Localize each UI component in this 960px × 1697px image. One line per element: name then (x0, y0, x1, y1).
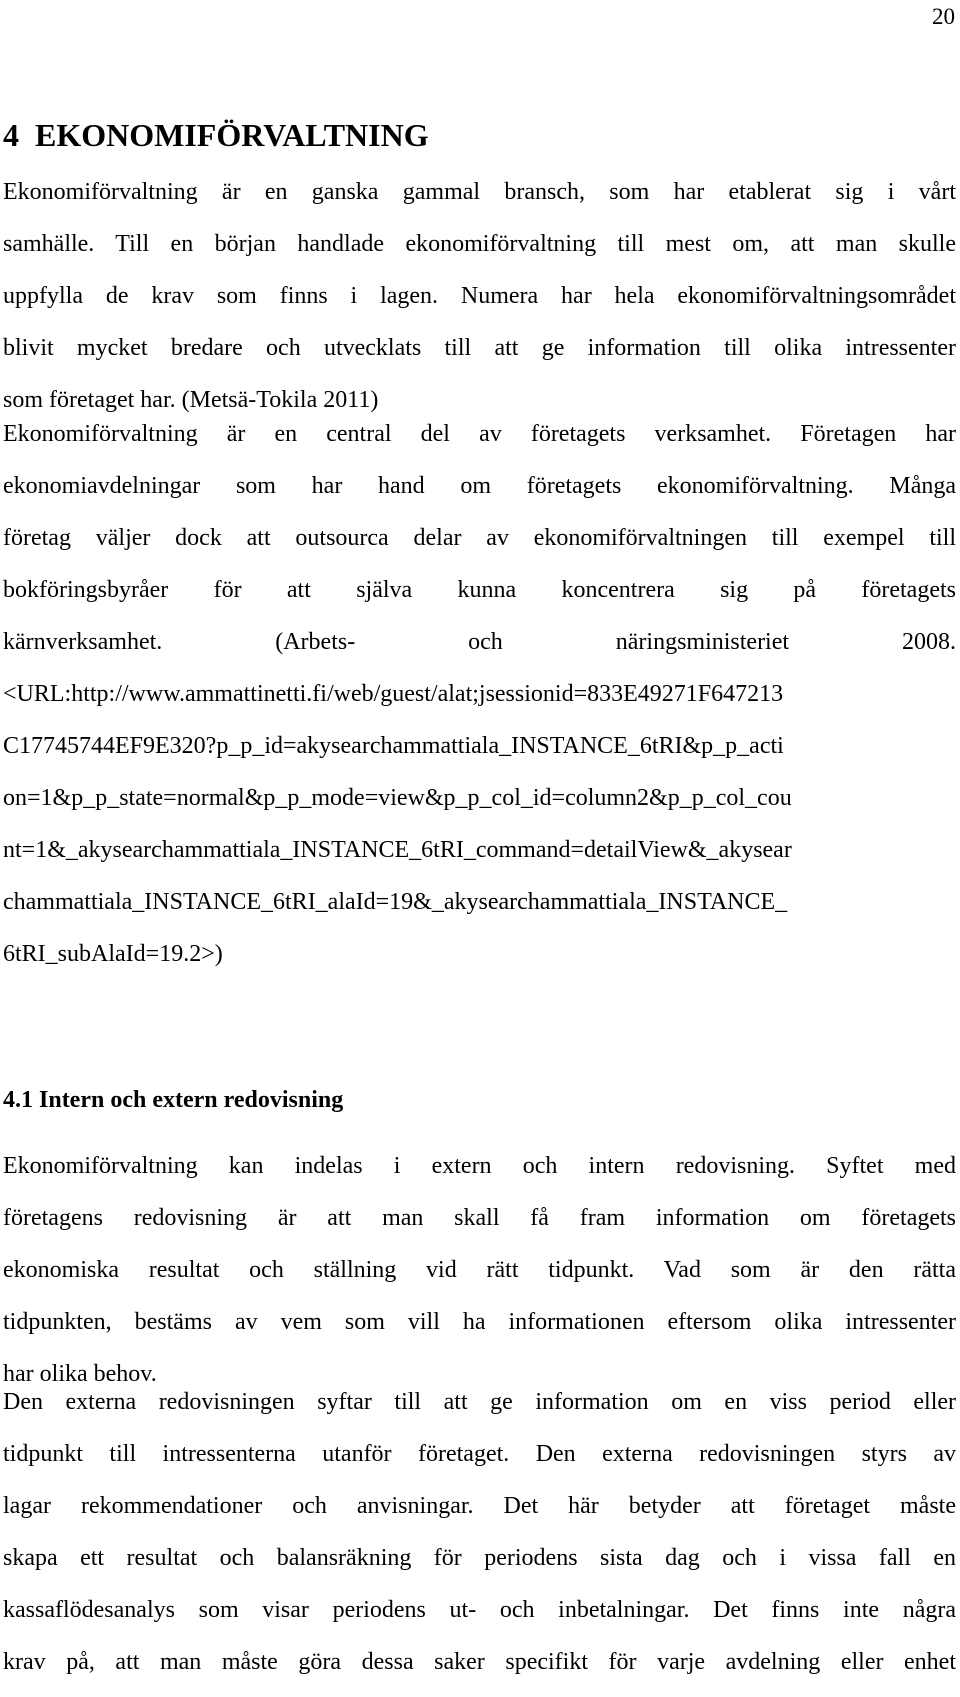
text-line: Ekonomiförvaltning kan indelas i extern och intern redovisning. Syftet med (3, 1153, 956, 1179)
text-line: skapa ett resultat och balansräkning för periodens sista dag och i vissa fall en (3, 1545, 956, 1571)
citation-url-line: <URL:http://www.ammattinetti.fi/web/guest/alat;jsessionid=833E49271F647213 (3, 681, 784, 707)
text-line: blivit mycket bredare och utvecklats till att ge information till olika intressenter (3, 335, 956, 361)
text-line: kassaflödesanalys som visar periodens ut- och inbetalningar. Det finns inte några (3, 1597, 956, 1623)
text-line: tidpunkten, bestäms av vem som vill ha informationen eftersom olika intressenter (3, 1309, 956, 1335)
paragraph-outsourcing (3, 408, 956, 980)
citation-url-line: nt=1&_akysearchammattiala_INSTANCE_6tRI_command=detailView&_akysear (3, 837, 792, 863)
text-line: företag väljer dock att outsourca delar av ekonomiförvaltningen till exempel till (3, 525, 956, 551)
text-line: Ekonomiförvaltning är en central del av företagets verksamhet. Företagen har (3, 421, 956, 447)
text-line: Ekonomiförvaltning är en ganska gammal bransch, som har etablerat sig i vårt (3, 179, 956, 205)
page-number: 20 (932, 4, 955, 29)
chapter-title: 4 EKONOMIFÖRVALTNING (3, 117, 429, 153)
text-line: samhälle. Till en början handlade ekonomiförvaltning till mest om, att man skulle (3, 231, 956, 257)
text-line: ekonomiavdelningar som har hand om företagets ekonomiförvaltning. Många (3, 473, 956, 499)
text-line: tidpunkt till intressenterna utanför företaget. Den externa redovisningen styrs av (3, 1441, 956, 1467)
text-line: företagens redovisning är att man skall få fram information om företagets (3, 1205, 956, 1231)
citation-url-line: 6tRI_subAlaId=19.2>) (3, 941, 223, 967)
section-title: 4.1 Intern och extern redovisning (3, 1087, 344, 1113)
text-line: lagar rekommendationer och anvisningar. Det här betyder att företaget måste (3, 1493, 956, 1519)
citation-url-line: C17745744EF9E320?p_p_id=akysearchammattiala_INSTANCE_6tRI&p_p_acti (3, 733, 784, 759)
citation-url-line: on=1&p_p_state=normal&p_p_mode=view&p_p_col_id=column2&p_p_col_cou (3, 785, 792, 811)
text-line: kärnverksamhet. (Arbets- och näringsministeriet 2008. (3, 629, 956, 655)
text-line: krav på, att man måste göra dessa saker specifikt för varje avdelning eller enhet (3, 1649, 956, 1675)
paragraph-external-reporting (3, 1376, 956, 1688)
text-line: som företaget har. (Metsä-Tokila 2011) (3, 387, 379, 413)
text-line: Den externa redovisningen syftar till att ge information om en viss period eller (3, 1389, 956, 1415)
citation-url-line: chammattiala_INSTANCE_6tRI_alaId=19&_akysearchammattiala_INSTANCE_ (3, 889, 788, 915)
text-line: bokföringsbyråer för att själva kunna koncentrera sig på företagets (3, 577, 956, 603)
text-line: har olika behov. (3, 1361, 157, 1387)
text-line: uppfylla de krav som finns i lagen. Numera har hela ekonomiförvaltningsområdet (3, 283, 956, 309)
paragraph-accounting (3, 1140, 956, 1400)
text-line: ekonomiska resultat och ställning vid rätt tidpunkt. Vad som är den rätta (3, 1257, 956, 1283)
paragraph-intro (3, 166, 956, 426)
